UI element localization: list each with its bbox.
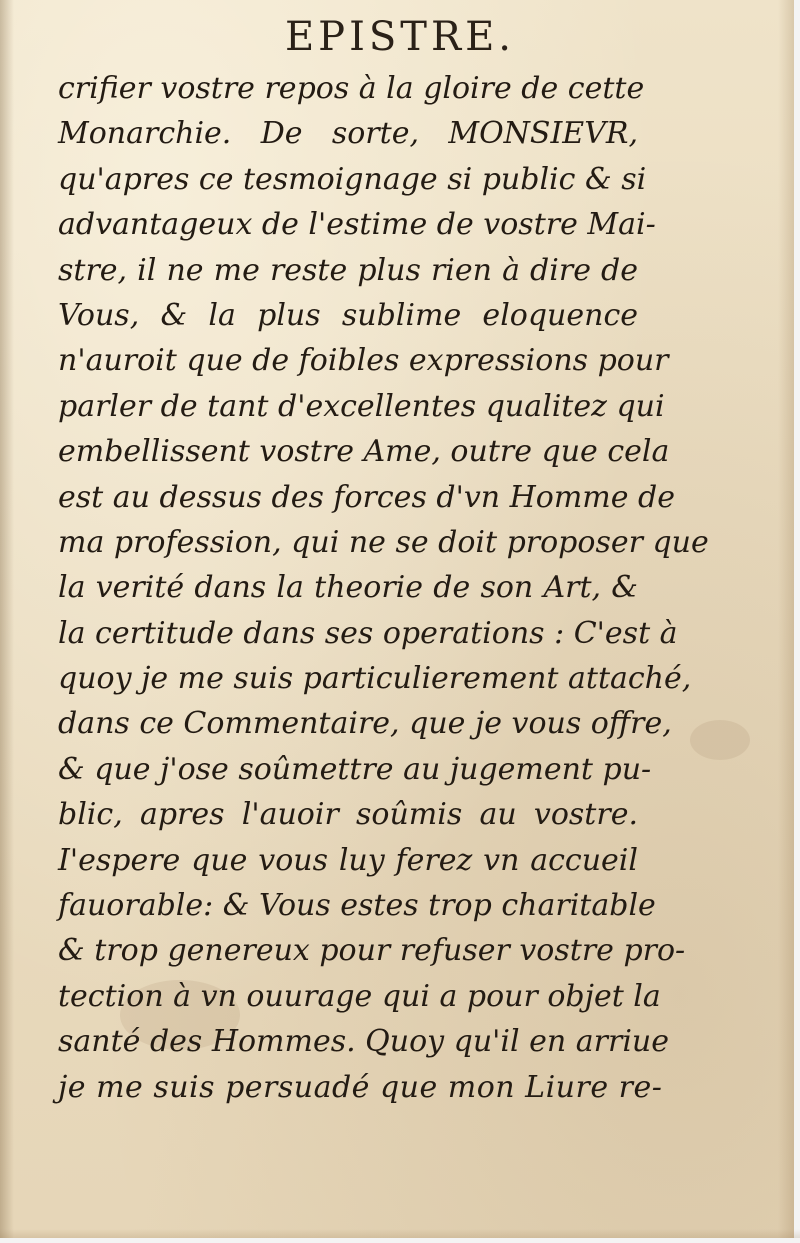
text-line: Monarchie. De sorte, MONSIEVR,: [58, 116, 638, 152]
text-line: I'espere que vous luy ferez vn accueil: [58, 842, 638, 878]
text-line: fauorable: & Vous estes trop charitable: [58, 888, 656, 924]
body-text: [58, 66, 709, 1110]
running-header: EPISTRE.: [284, 14, 516, 60]
text-line: la verité dans la theorie de son Art, &: [58, 570, 638, 606]
text-line: stre, il ne me reste plus rien à dire de: [58, 252, 638, 288]
text-line: quoy je me suis particulierement attaché,: [58, 661, 692, 697]
text-line: embellissent vostre Ame, outre que cela: [58, 434, 670, 470]
page-right-margin: [778, 0, 800, 1243]
text-line: & que j'ose soûmettre au jugement pu-: [58, 751, 652, 787]
text-line: advantageux de l'estime de vostre Mai-: [58, 207, 656, 243]
text-line: qu'apres ce tesmoignage si public & si: [58, 161, 647, 197]
text-line: n'auroit que de foibles expressions pour: [58, 343, 669, 379]
text-line: est au dessus des forces d'vn Homme de: [58, 479, 675, 515]
text-line: tection à vn ouurage qui a pour objet la: [58, 978, 661, 1014]
text-line: dans ce Commentaire, que je vous offre,: [58, 706, 672, 742]
text-line: blic, apres l'auoir soûmis au vostre.: [58, 797, 638, 833]
text-line: parler de tant d'excellentes qualitez qui: [58, 388, 665, 424]
text-line: ma profession, qui ne se doit proposer que: [58, 524, 709, 560]
paper-stain: [690, 720, 750, 760]
page-bottom-margin: [0, 1229, 800, 1243]
text-line: & trop genereux pour refuser vostre pro-: [58, 933, 686, 969]
page-binding-shadow: [0, 0, 14, 1243]
text-line: crifier vostre repos à la gloire de cette: [58, 71, 645, 106]
text-line: Vous, & la plus sublime eloquence: [58, 297, 638, 333]
text-line: je me suis persuadé que mon Liure re-: [58, 1069, 663, 1105]
text-line: la certitude dans ses operations : C'est à: [58, 615, 678, 651]
text-line: santé des Hommes. Quoy qu'il en arriue: [58, 1024, 669, 1060]
